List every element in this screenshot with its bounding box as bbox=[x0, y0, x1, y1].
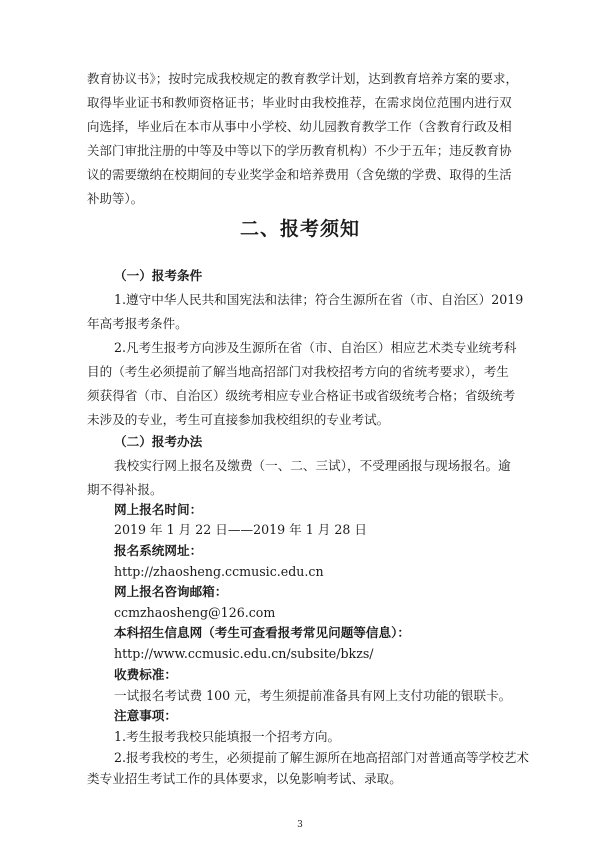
info-site-value: http://www.ccmusic.edu.cn/subsite/bkzs/ bbox=[114, 646, 374, 661]
intro-line-2: 取得毕业证书和教师资格证书；毕业时由我校推荐，在需求岗位范围内进行双 bbox=[87, 95, 512, 110]
part1-line-6: 未涉及的专业，考生可直接参加我校组织的专业考试。 bbox=[87, 412, 390, 427]
intro-line-4: 关部门审批注册的中等及中等以下的学历教育机构）不少于五年；违反教育协 bbox=[87, 143, 512, 158]
part1-line-4: 目的（考生必须提前了解当地高招部门对我校招考方向的省统考要求），考生 bbox=[87, 364, 509, 379]
part2-heading: （二）报考办法 bbox=[114, 434, 203, 449]
section-title: 二、报考须知 bbox=[239, 218, 360, 240]
online-time-value: 2019 年 1 月 22 日——2019 年 1 月 28 日 bbox=[114, 522, 367, 537]
fee-value: 一试报名考试费 100 元，考生须提前准备具有网上支付功能的银联卡。 bbox=[114, 688, 512, 703]
note-line-3: 类专业招生考试工作的具体要求，以免影响考试、录取。 bbox=[87, 771, 402, 786]
system-url-value: http://zhaosheng.ccmusic.edu.cn bbox=[114, 564, 324, 579]
online-time-label: 网上报名时间： bbox=[114, 502, 203, 517]
part2-line-2: 期不得补报。 bbox=[87, 482, 163, 497]
fee-label: 收费标准： bbox=[114, 667, 177, 682]
info-site-label: 本科招生信息网（考生可查看报考常见问题等信息）： bbox=[114, 625, 410, 640]
part1-line-5: 须获得省（市、自治区）级统考相应专业合格证书或省级统考合格；省级统考 bbox=[87, 388, 516, 403]
part1-heading: （一）报考条件 bbox=[114, 268, 203, 283]
system-url-label: 报名系统网址： bbox=[114, 543, 203, 558]
notes-label: 注意事项： bbox=[114, 708, 177, 723]
intro-line-6: 补助等）。 bbox=[87, 191, 144, 206]
intro-line-3: 向选择，毕业后在本市从事中小学校、幼儿园教育教学工作（含教育行政及相 bbox=[87, 119, 512, 134]
page-number: 3 bbox=[297, 820, 303, 830]
part1-line-3: 2.凡考生报考方向涉及生源所在省（市、自治区）相应艺术类专业统考科 bbox=[114, 340, 517, 355]
email-value: ccmzhaosheng@126.com bbox=[114, 605, 276, 620]
email-label: 网上报名咨询邮箱： bbox=[114, 584, 228, 599]
intro-line-5: 议的需要缴纳在校期间的专业奖学金和培养费用（含免缴的学费、取得的生活 bbox=[87, 167, 512, 182]
part1-line-1: 1.遵守中华人民共和国宪法和法律；符合生源所在省（市、自治区）2019 bbox=[114, 292, 524, 307]
intro-line-1: 教育协议书》；按时完成我校规定的教育教学计划，达到教育培养方案的要求， bbox=[87, 71, 518, 86]
part1-line-2: 年高考报考条件。 bbox=[87, 316, 188, 331]
note-line-1: 1.考生报考我校只能填报一个招考方向。 bbox=[114, 729, 341, 744]
note-line-2: 2.报考我校的考生，必须提前了解生源所在地高招部门对普通高等学校艺术 bbox=[114, 750, 530, 765]
part2-line-1: 我校实行网上报名及缴费（一、二、三试），不受理函报与现场报名。逾 bbox=[114, 458, 511, 473]
